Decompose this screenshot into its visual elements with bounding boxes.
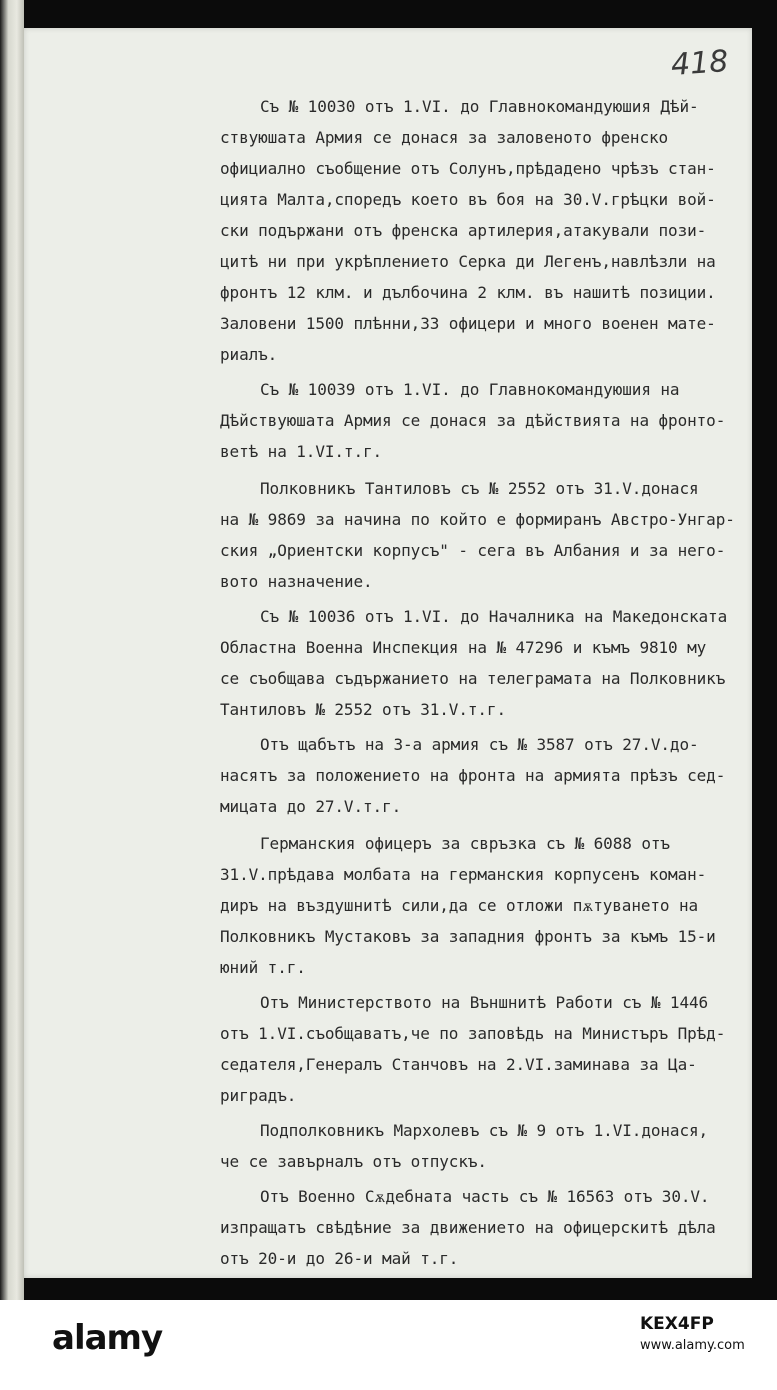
text-line: ски подържани отъ френска артилерия,атакували пози- xyxy=(220,221,707,240)
text-line: вото назначение. xyxy=(220,572,373,591)
text-line: Отъ Военно Сѫдебната часть съ № 16563 отъ 30.V. xyxy=(260,1187,710,1206)
text-line: ския „Ориентски корпусъ" - сега въ Албания и за него- xyxy=(220,541,726,560)
text-line: ствуюшата Армия се донася за заловеното френско xyxy=(220,128,669,147)
text-line: Съ № 10039 отъ 1.VI. до Главнокомандуюшия на xyxy=(260,380,680,399)
text-line: юний т.г. xyxy=(220,958,306,977)
text-line: Областна Военна Инспекция на № 47296 и къмъ 9810 му xyxy=(220,638,707,657)
text-line: Отъ щабътъ на 3-а армия съ № 3587 отъ 27.V.до- xyxy=(260,735,699,754)
text-line: се съобщава съдържанието на телеграмата на Полковникъ xyxy=(220,669,726,688)
watermark-url: www.alamy.com xyxy=(640,1338,745,1353)
text-line: риградъ. xyxy=(220,1086,297,1105)
text-line: Полковникъ Тантиловъ съ № 2552 отъ 31.V.донася xyxy=(260,479,699,498)
text-line: риалъ. xyxy=(220,345,278,364)
page-number: 418 xyxy=(669,44,730,83)
text-line: Германския офицеръ за свръзка съ № 6088 отъ xyxy=(260,834,670,853)
text-line: изпращатъ свѣдѣние за движението на офицерскитѣ дѣла xyxy=(220,1218,716,1237)
text-line: Съ № 10036 отъ 1.VI. до Началника на Македонската xyxy=(260,607,728,626)
text-line: отъ 1.VI.съобщаватъ,че по заповѣдь на Министъръ Прѣд- xyxy=(220,1024,726,1043)
text-line: цията Малта,споредъ което въ боя на 30.V.грѣцки вой- xyxy=(220,190,716,209)
page-binding-edge xyxy=(0,0,24,1300)
text-line: на № 9869 за начина по който е формиранъ Австро-Унгар- xyxy=(220,510,735,529)
text-line: Отъ Министерството на Външнитѣ Работи съ № 1446 xyxy=(260,993,709,1012)
text-line: диръ на въздушнитѣ сили,да се отложи пѫтуването на xyxy=(220,896,699,915)
text-line: мицата до 27.V.т.г. xyxy=(220,797,402,816)
text-line: Полковникъ Мустаковъ за западния фронтъ за къмъ 15-и xyxy=(220,927,716,946)
text-line: цитѣ ни при укрѣплението Серка ди Легенъ,навлѣзли на xyxy=(220,252,716,271)
text-line: Дѣйствуюшата Армия се донася за дѣйствията на фронто- xyxy=(220,411,726,430)
stock-watermark-bar xyxy=(0,1300,777,1390)
text-line: отъ 20-и до 26-и май т.г. xyxy=(220,1249,459,1268)
text-line: Подполковникъ Мархолевъ съ № 9 отъ 1.VI.донася, xyxy=(260,1121,709,1140)
text-line: 31.V.прѣдава молбата на германския корпусенъ коман- xyxy=(220,865,707,884)
text-line: Заловени 1500 плѣнни,33 офицери и много военен матe- xyxy=(220,314,716,333)
text-line: фронтъ 12 клм. и дълбочина 2 клм. въ нашитѣ позиции. xyxy=(220,283,716,302)
text-line: Съ № 10030 отъ 1.VI. до Главнокомандуюшия Дѣй- xyxy=(260,97,699,116)
text-line: че се завърналъ отъ отпускъ. xyxy=(220,1152,487,1171)
text-line: Тантиловъ № 2552 отъ 31.V.т.г. xyxy=(220,700,506,719)
image-id: KEX4FP xyxy=(640,1314,714,1334)
document-page xyxy=(24,28,752,1278)
alamy-logo: alamy xyxy=(52,1318,163,1358)
text-line: ветѣ на 1.VI.т.г. xyxy=(220,442,383,461)
text-line: седателя,Генералъ Станчовъ на 2.VI.заминава за Ца- xyxy=(220,1055,697,1074)
text-line: официално съобщение отъ Солунъ,прѣдадено чрѣзъ стан- xyxy=(220,159,716,178)
text-line: насятъ за положението на фронта на армията прѣзъ сед- xyxy=(220,766,726,785)
